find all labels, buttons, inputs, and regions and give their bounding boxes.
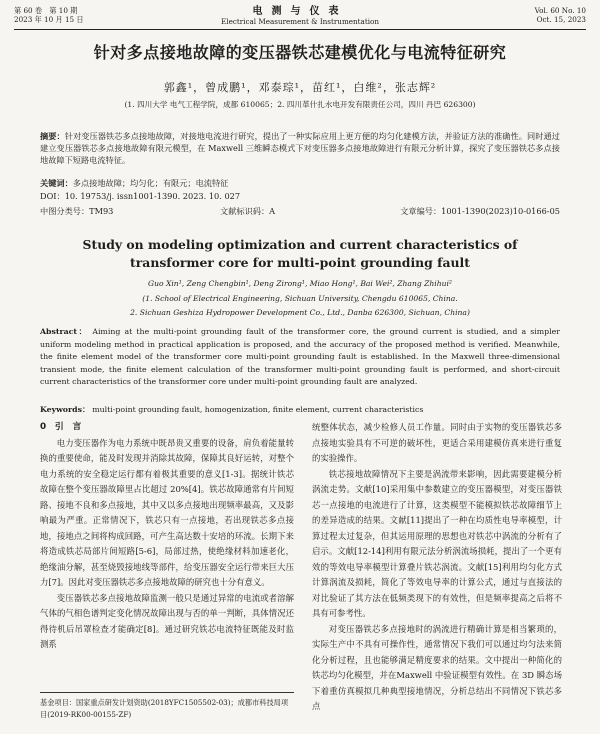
journal-name-cn: 电测与仪表: [252, 6, 348, 17]
vol-issue-en: Vol. 60 No. 10: [534, 6, 586, 15]
body-column-right: [312, 420, 562, 715]
keywords-en: [40, 404, 560, 416]
abstract-cn-label: 摘要：: [40, 131, 65, 141]
section-heading-intro: 0 引 言: [40, 422, 82, 432]
abstract-en-label: Abstract：: [40, 327, 89, 336]
paper-title-en: Study on modeling optimization and current characteristics of transformer core for multi-point grounding fault: [82, 237, 518, 270]
date-cn: 2023 年 10 月 15 日: [14, 15, 84, 24]
journal-name-en: Electrical Measurement & Instrumentation: [221, 17, 379, 26]
abstract-cn: [40, 130, 560, 166]
affiliation-en-1: (1. School of Electrical Engineering, Sichuan University, Chengdu 610065, China.: [142, 294, 458, 303]
running-header: [14, 6, 586, 28]
affiliation-cn: (1. 四川大学 电气工程学院，成都 610065；2. 四川革什扎水电开发有限责任公司，四川 丹巴 626300): [124, 100, 476, 109]
abstract-en-text: Aiming at the multi-point grounding fault of the transformer core, the ground current is studied, and a simpler uniform modeling method in practical application is proposed, and the accuracy of the proposed method is verified. Meanwhile, the finite element model of the transformer core multi-point grounding fault is established. In the Maxwell three-dimensional transient mode, the finite element calculation of the transformer multi-point grounding fault is performed, and short-circuit current characteristics of the transformer core under multi-point grounding fault are analyzed.: [40, 327, 560, 387]
doi: DOI：10. 19753/j. issn1001-1390. 2023. 10. 027: [40, 191, 241, 201]
funding-footnote: [40, 692, 294, 721]
paragraph: 电力变压器作为电力系统中既昂贵又重要的设备，肩负着能量转换的重要使命，能及时发现并消除其故障，保障其良好运转，对整个电力系统的安全稳定运行都有着极其重要的意义[1-3]。据统计铁芯故障在整个变压器故障里占比超过 20%[4]。铁芯故障通常有片间短路、接地不良和多点接地，其中又以多点接地出现频率最高，又及影响最为严重。正常情况下，铁芯只有一点接地，若出现铁芯多点接地，接地点之间将构成回路，可产生高达数十安培的环流。长期下来将造成铁芯局部片间短路[5-6]，局部过热，使绝缘材料加速老化，绝缘油分解，甚至烧毁接地线等部件，给变压器安全运行带来巨大压力[7]。因此对变压器铁芯多点接地故障的研究也十分有意义。: [40, 437, 294, 587]
paragraph: 统整体状态，减少检修人员工作量。同时由于实物的变压器铁芯多点接地实验具有不可逆的破坏性，更适合采用建模仿真来进行重复的实验操作。: [312, 422, 562, 463]
abstract-en: [40, 326, 560, 389]
date-en: Oct. 15, 2023: [536, 15, 586, 24]
header-rule: [14, 29, 586, 30]
keywords-cn-text: 多点接地故障；均匀化；有限元；电流特征: [72, 178, 229, 188]
clc-number: 中图分类号：TM93: [40, 206, 114, 216]
vol-issue-cn: 第 60 卷 第 10 期: [14, 6, 78, 15]
paper-title-cn: 针对多点接地故障的变压器铁芯建模优化与电流特征研究: [93, 43, 507, 62]
header-right: [535, 6, 586, 24]
keywords-cn-label: 关键词：: [40, 178, 73, 188]
article-number: 文章编号：1001-1390(2023)10-0166-05: [400, 206, 560, 216]
header-center: [14, 6, 586, 26]
affiliation-en-2: 2. Sichuan Geshiza Hydropower Development Co., Ltd., Danba 626300, Sichuan, China): [130, 308, 470, 317]
paragraph: 变压器铁芯多点接地故障监测一般只是通过异常的电流或者溶解气体的气相色谱判定变化情况故障出现与否的单一判断，具体情况还得待机后吊罩检查才能确定[8]。通过研究铁芯电流特征既能及时监测系: [40, 592, 294, 649]
authors-en: Guo Xin¹, Zeng Chengbin¹, Deng Zirong¹, Miao Hong¹, Bai Wei², Zhang Zhihui²: [148, 279, 452, 288]
funding-text: 基金项目：国家重点研发计划资助(2018YFC1505502-03)；成都市科技局项目(2019-RK00-00155-ZF): [40, 698, 289, 719]
keywords-en-text: multi-point grounding fault, homogenization, finite element, current characteristics: [92, 405, 424, 414]
keywords-cn: [40, 177, 560, 189]
paragraph: 铁芯接地故障情况下主要是涡流带来影响，因此需要建模分析涡流走势。文献[10]采用集中参数建立的变压器模型，对变压器铁芯一点接地的电流进行了计算，这类模型不能模拟铁芯故障细节上的差异造成的结果。文献[11]提出了一种在均质性电导率模型，计算过程太过复杂，但其运用原理的思想也对铁芯中涡流的分析有了启示。文献[12-14]利用有限元法分析涡流场损耗，提出了一个更有效的等效电导率模型计算叠片铁芯涡流。文献[15]利用均匀化方式计算涡流及损耗，简化了等效电导率的计算公式，通过与直接法的对比验证了其方法在低频类现下的有效性，但是频率提高之后将不具有可参考性。: [312, 468, 562, 618]
authors-cn: 郭鑫¹，曾成鹏¹，邓泰琮¹，苗红¹，白维²，张志辉²: [163, 81, 437, 94]
abstract-cn-text: 针对变压器铁芯多点接地故障，对接地电流进行研究，提出了一种实际应用上更方便的均匀化建模方法，并验证方法的准确性。同时通过建立变压器铁芯多点接地故障有限元模型，在 Maxwell 三维瞬态模式下对变压器多点接地故障进行有限元分析计算，探究了变压器铁芯多点接地故障下短路电流特征。: [40, 131, 560, 165]
document-code: 文献标识码：A: [220, 206, 276, 216]
keywords-en-label: Keywords：: [40, 405, 90, 414]
body-column-left: [40, 420, 294, 653]
paragraph: 对变压器铁芯多点接地时的涡流进行精确计算是相当繁琐的，实际生产中不具有可操作性，通常情况下我们可以通过均匀法来简化分析过程，且也能够满足精度要求的结果。文中提出一种简化的铁芯均匀化模型，并在Maxwell 中验证模型有效性。在 3D 瞬态场下着重仿真模拟几种典型接地情况，分析总结出不同情况下铁芯多点: [312, 623, 562, 711]
